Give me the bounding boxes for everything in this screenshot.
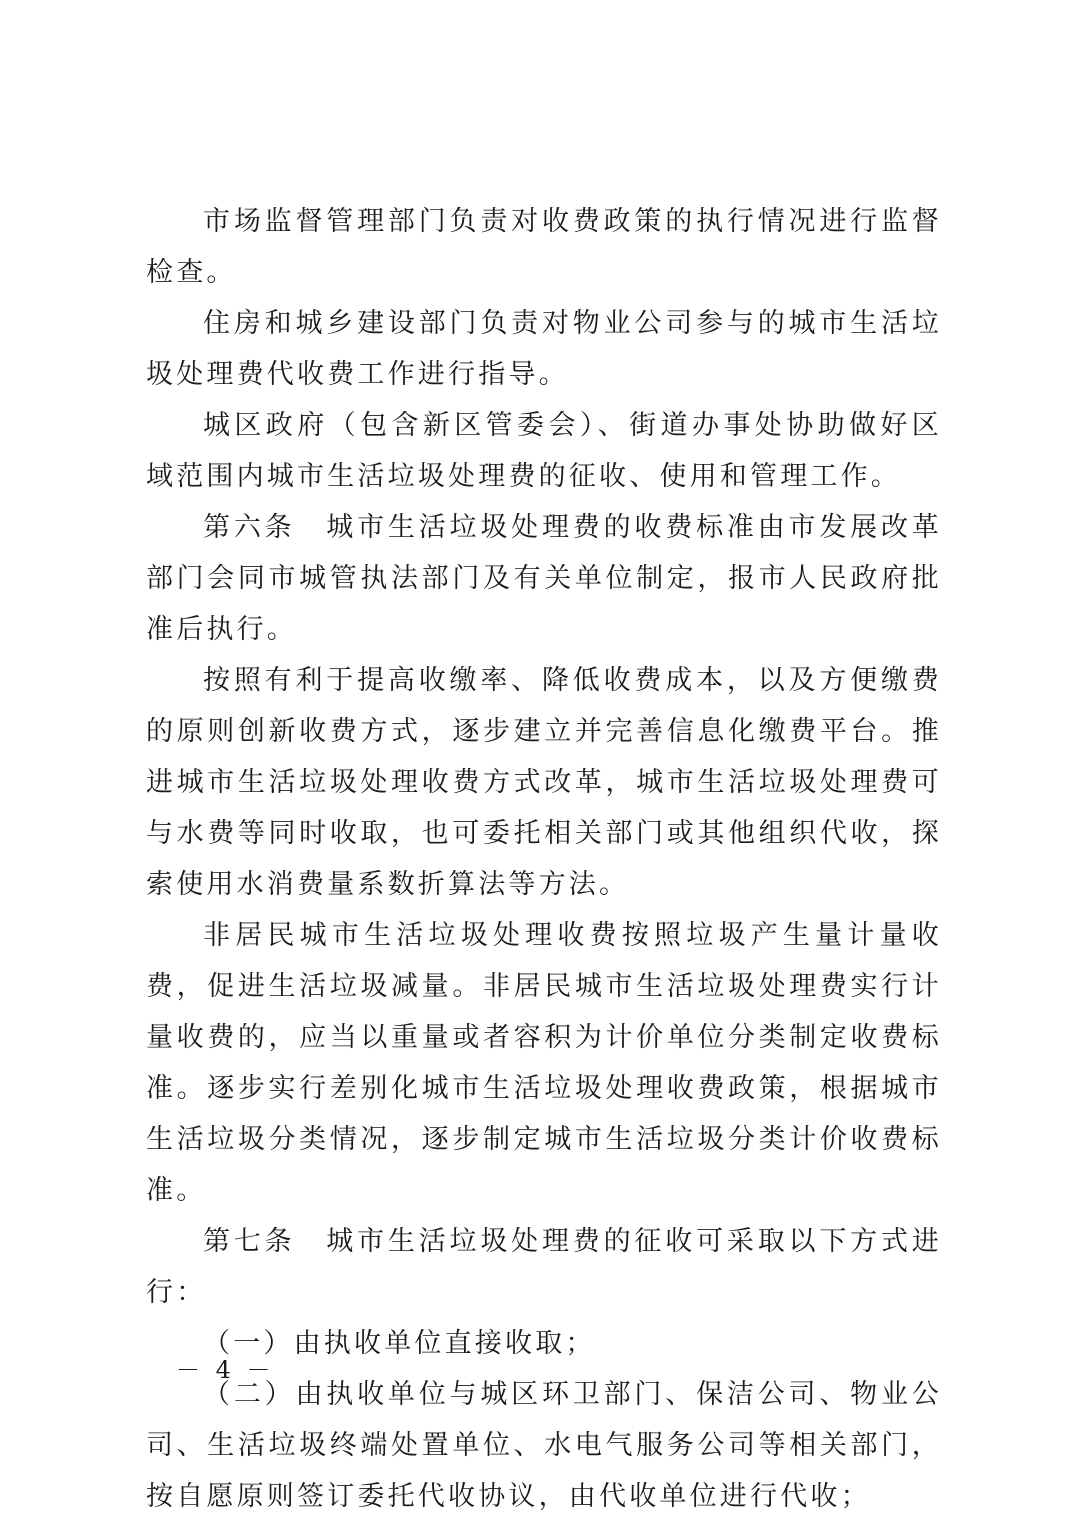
paragraph-article-seven: 第七条 城市生活垃圾处理费的征收可采取以下方式进行： <box>146 1226 942 1308</box>
paragraph-district-government: 城区政府（包含新区管委会）、街道办事处协助做好区域范围内城市生活垃圾处理费的征收、使用和管理工作。 <box>146 410 942 492</box>
paragraph-article-six: 第六条 城市生活垃圾处理费的收费标准由市发展改革部门会同市城管执法部门及有关单位制定，报市人民政府批准后执行。 <box>146 512 942 645</box>
paragraph-item-two: （二）由执收单位与城区环卫部门、保洁公司、物业公司、生活垃圾终端处置单位、水电气服务公司等相关部门，按自愿原则签订委托代收协议，由代收单位进行代收； <box>146 1379 942 1512</box>
paragraph-non-resident-fees: 非居民城市生活垃圾处理收费按照垃圾产生量计量收费，促进生活垃圾减量。非居民城市生活垃圾处理费实行计量收费的，应当以重量或者容积为计价单位分类制定收费标准。逐步实行差别化城市生活垃圾处理收费政策，根据城市生活垃圾分类情况，逐步制定城市生活垃圾分类计价收费标准。 <box>146 920 942 1206</box>
paragraph-item-one: （一）由执收单位直接收取； <box>203 1328 596 1359</box>
paragraph-housing-construction: 住房和城乡建设部门负责对物业公司参与的城市生活垃圾处理费代收费工作进行指导。 <box>146 308 942 390</box>
page-number: － 4 － <box>176 1356 275 1384</box>
paragraph-market-supervision: 市场监督管理部门负责对收费政策的执行情况进行监督检查。 <box>146 206 942 288</box>
paragraph-collection-methods: 按照有利于提高收缴率、降低收费成本，以及方便缴费的原则创新收费方式，逐步建立并完善信息化缴费平台。推进城市生活垃圾处理收费方式改革，城市生活垃圾处理费可与水费等同时收取，也可委托相关部门或其他组织代收，探索使用水消费量系数折算法等方法。 <box>146 665 942 900</box>
document-body <box>146 196 942 1522</box>
